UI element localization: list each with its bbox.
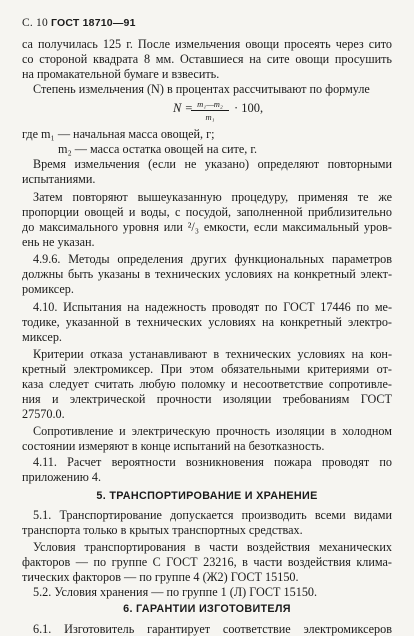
- page-number: С. 10: [22, 17, 48, 29]
- text-line: состоянии измеряют в конце испытаний на безотказность.: [22, 439, 325, 453]
- text-line: 6.1. Изготовитель гарантирует соответствие электромиксеров: [33, 622, 392, 636]
- text-line: приложению 4.: [22, 470, 102, 484]
- section-heading-6: 6. ГАРАНТИИ ИЗГОТОВИТЕЛЯ: [123, 603, 291, 615]
- text-line: тодике, указанной в технических условиях на конкретный электро-: [22, 315, 392, 329]
- formula-denominator: m₁: [205, 112, 215, 122]
- text-line: Затем повторяют вышеуказанную процедуру, применяя те же: [33, 190, 392, 204]
- text-line: до максимального уровня или ²/₃ емкости, если максимальный уров-: [22, 220, 392, 234]
- formula-rhs: · 100,: [234, 101, 264, 115]
- text-line: должны быть указаны в технических условиях на конкретный элект-: [22, 267, 392, 281]
- text-line: миксер.: [22, 330, 62, 344]
- text-line: со стороной квадрата 8 мм. Оставшиеся на сите овощи просушить: [22, 52, 392, 66]
- text-line: 4.10. Испытания на надежность проводят по ГОСТ 17446 по ме-: [33, 300, 392, 314]
- text-line: ния и электрической прочности изоляции требованиям ГОСТ: [22, 392, 392, 406]
- text-line: 5.2. Условия хранения — по группе 1 (Л) ГОСТ 15150.: [33, 585, 318, 599]
- text-line: каза следует считать любую поломку и несоответствие сопротивле-: [22, 377, 392, 391]
- text-line: ень не указан.: [22, 235, 95, 249]
- variable-m2: m₂ — масса остатка овощей на сите, г.: [58, 142, 257, 156]
- text-line: тических факторов — по группе 4 (Ж2) ГОСТ 15150.: [22, 570, 299, 584]
- section-heading-5: 5. ТРАНСПОРТИРОВАНИЕ И ХРАНЕНИЕ: [96, 490, 318, 502]
- text-line: испытаниями.: [22, 172, 96, 186]
- text-line: 5.1. Транспортирование допускается производить всеми видами: [33, 508, 392, 522]
- text-line: 27570.0.: [22, 407, 65, 421]
- text-line: 4.11. Расчет вероятности возникновения пожара проводят по: [33, 455, 392, 469]
- formula-fraction: [191, 99, 229, 122]
- text-line: пропорции овощей и воды, с посудой, заполненной приблизительно: [22, 205, 392, 219]
- formula-numerator: m₁—m₂: [191, 99, 229, 111]
- standard-code: ГОСТ 18710—91: [51, 17, 136, 29]
- text-line: Условия транспортирования в части воздействия механических: [33, 540, 392, 554]
- text-line: ромиксер.: [22, 282, 74, 296]
- text-line: кретный электромиксер. При этом обязательными критериями от-: [22, 362, 392, 376]
- text-line: факторов — по группе С ГОСТ 23216, в части воздействия клима-: [22, 555, 392, 569]
- page-header: [22, 17, 136, 29]
- text-line: Степень измельчения (N) в процентах рассчитывают по формуле: [33, 82, 370, 96]
- formula-lhs: N =: [173, 101, 193, 115]
- text-line: са получилась 125 г. После измельчения овощи просеять через сито: [22, 37, 392, 51]
- text-line: Критерии отказа устанавливают в технических условиях на кон-: [33, 347, 392, 361]
- text-line: Время измельчения (если не указано) определяют повторными: [33, 157, 392, 171]
- text-line: Сопротивление и электрическую прочность изоляции в холодном: [33, 424, 392, 438]
- variable-m1: где m₁ — начальная масса овощей, г;: [22, 127, 215, 141]
- text-line: транспорта только в крытых транспортных средствах.: [22, 523, 303, 537]
- text-line: на промакательной бумаге и взвесить.: [22, 67, 220, 81]
- text-line: 4.9.6. Методы определения других функциональных параметров: [33, 252, 392, 266]
